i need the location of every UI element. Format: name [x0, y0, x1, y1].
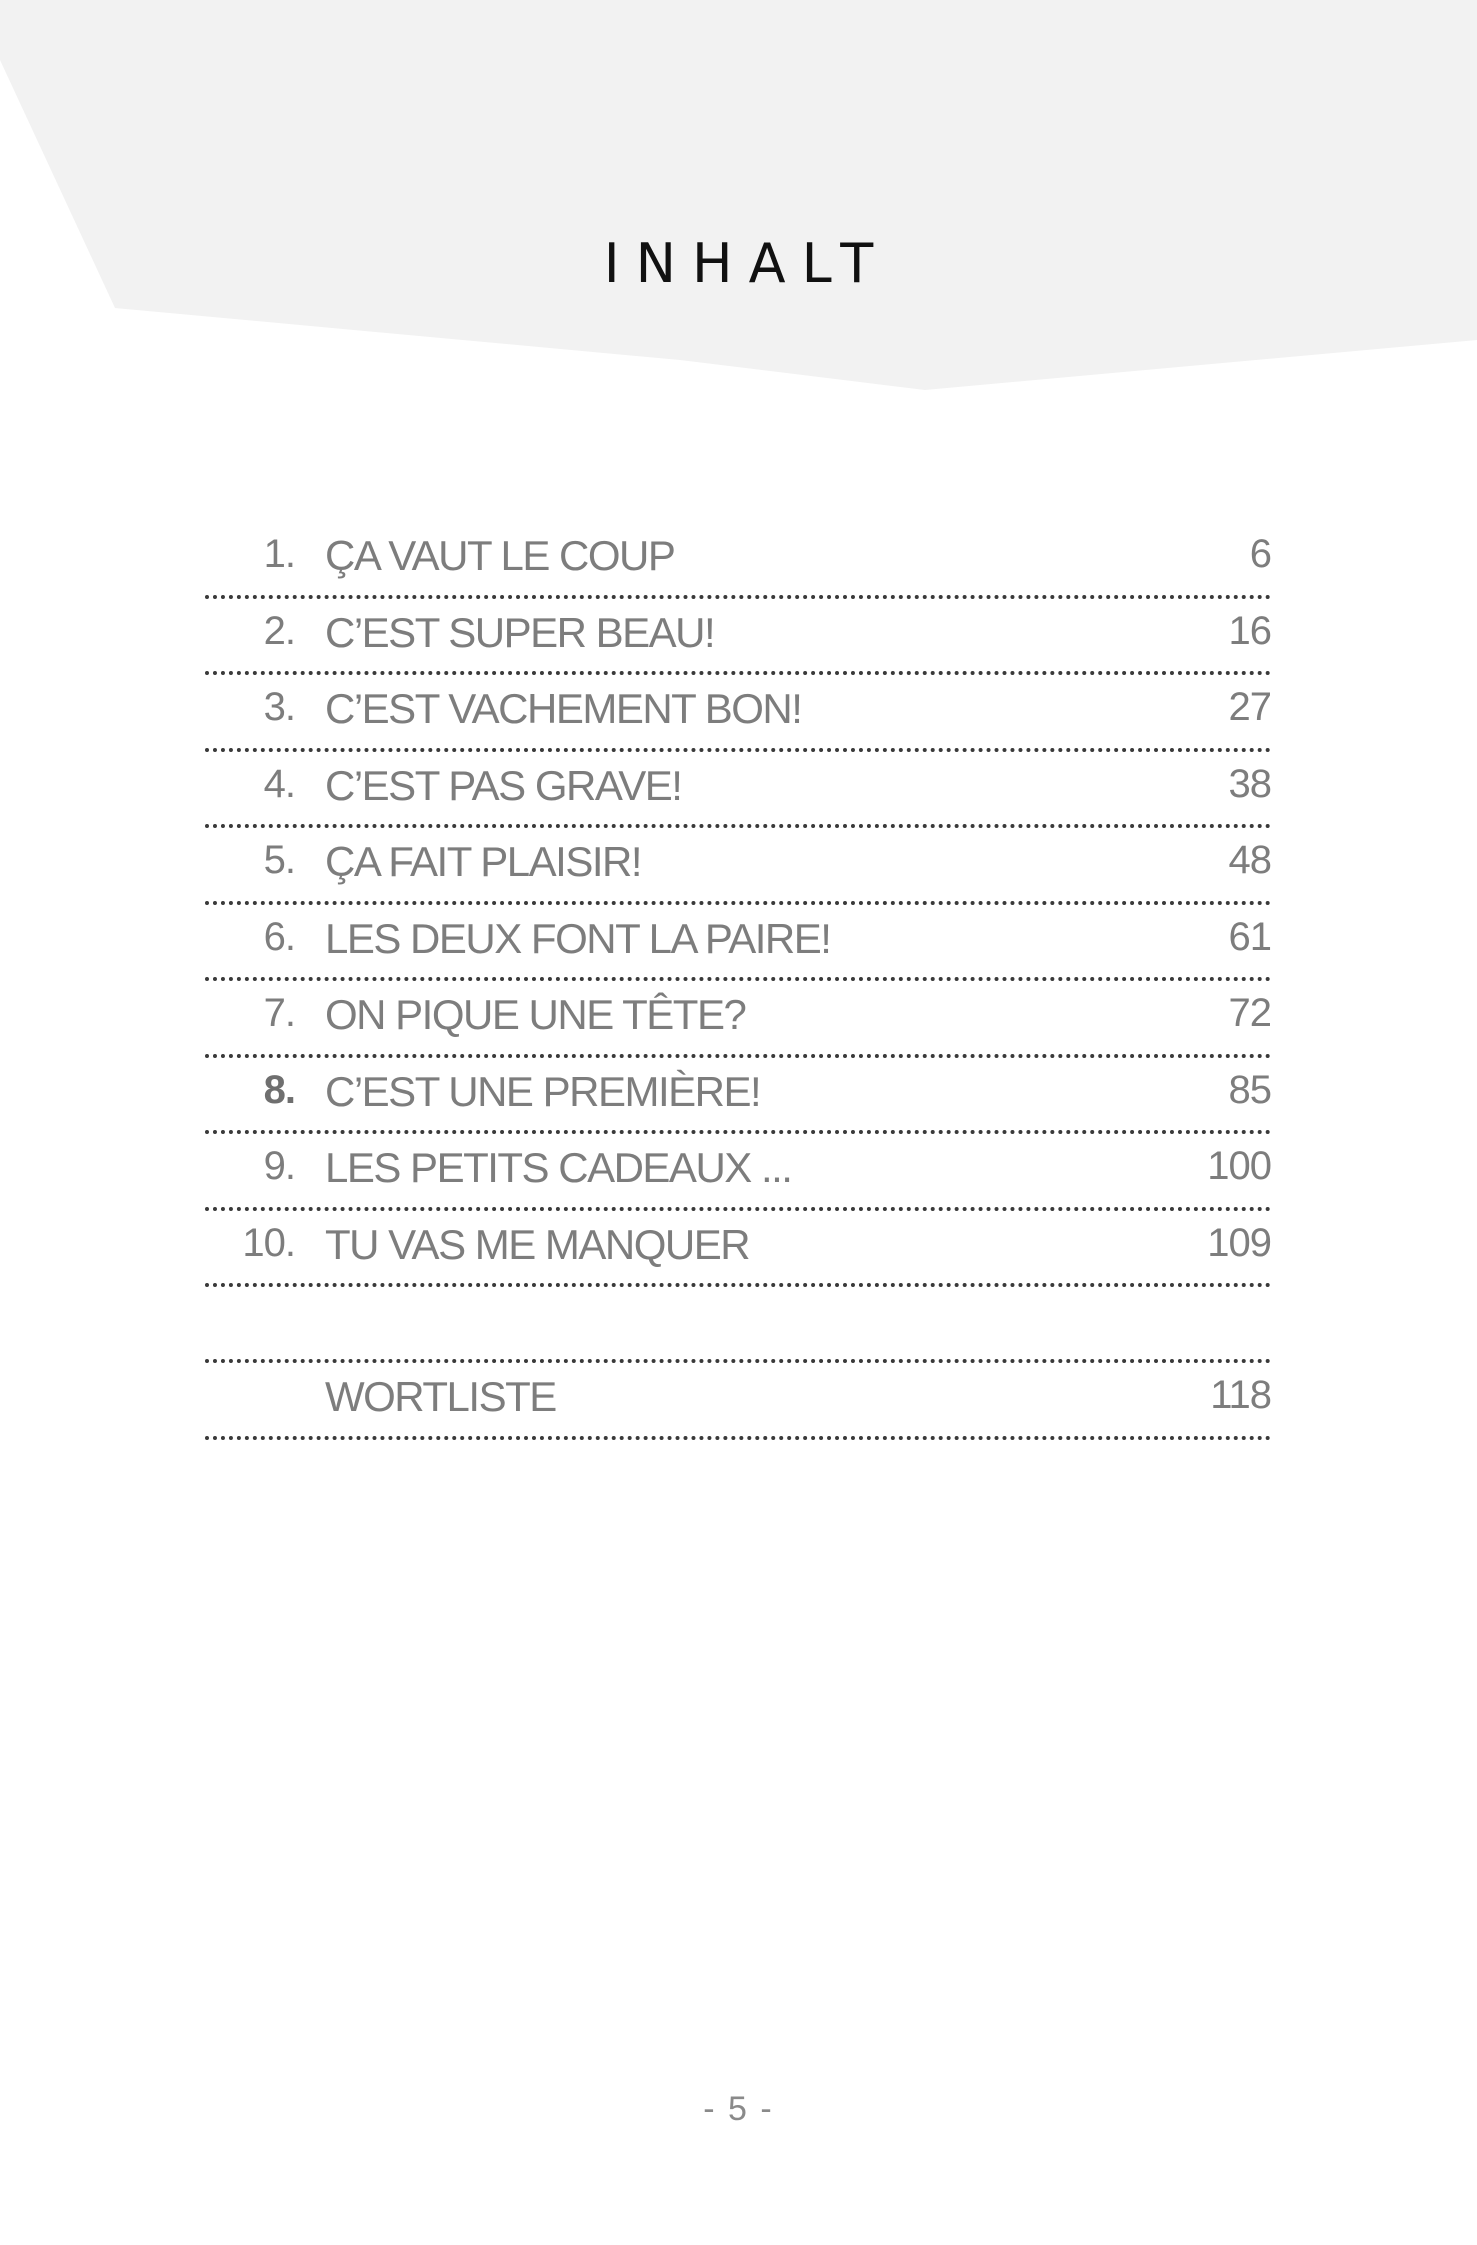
- header-background-shape: [0, 0, 1477, 400]
- toc-entry-10[interactable]: [205, 1211, 1271, 1288]
- chapter-page: 109: [1207, 1220, 1271, 1265]
- chapter-title: LES DEUX FONT LA PAIRE!: [325, 914, 831, 962]
- toc-entry-4[interactable]: [205, 752, 1271, 829]
- chapter-title: TU VAS ME MANQUER: [325, 1220, 750, 1268]
- toc-entry-9[interactable]: [205, 1134, 1271, 1211]
- chapter-number: 10.: [242, 1220, 295, 1265]
- chapter-title: C’EST PAS GRAVE!: [325, 761, 682, 809]
- toc-entry-3[interactable]: [205, 675, 1271, 752]
- chapter-title: C’EST SUPER BEAU!: [325, 608, 715, 656]
- chapter-number: 3.: [263, 685, 295, 729]
- toc-divider: [205, 1287, 1271, 1363]
- toc-entry-6[interactable]: [205, 905, 1271, 982]
- chapter-page: 72: [1228, 991, 1271, 1035]
- appendix-title: WORTLISTE: [325, 1373, 556, 1420]
- chapter-number: 4.: [263, 761, 295, 806]
- chapter-page: 61: [1228, 914, 1271, 959]
- page-title: INHALT: [603, 232, 890, 295]
- table-of-contents: [205, 522, 1271, 1440]
- chapter-title: ON PIQUE UNE TÊTE?: [325, 991, 746, 1038]
- chapter-page: 27: [1228, 685, 1271, 729]
- chapter-number: 1.: [263, 532, 295, 576]
- chapter-page: 48: [1228, 838, 1271, 882]
- chapter-number: 2.: [263, 608, 295, 653]
- chapter-title: C’EST VACHEMENT BON!: [325, 685, 802, 732]
- toc-entry-wortliste[interactable]: [205, 1363, 1271, 1440]
- appendix-page: 118: [1210, 1373, 1271, 1417]
- chapter-number: 9.: [263, 1144, 295, 1188]
- chapter-number: 7.: [263, 991, 295, 1035]
- chapter-page: 16: [1228, 608, 1271, 653]
- chapter-title: LES PETITS CADEAUX ...: [325, 1144, 792, 1191]
- chapter-page: 100: [1207, 1144, 1271, 1188]
- toc-entry-1[interactable]: [205, 522, 1271, 599]
- chapter-number: 8.: [263, 1067, 295, 1112]
- toc-entry-2[interactable]: [205, 599, 1271, 676]
- chapter-title: C’EST UNE PREMIÈRE!: [325, 1067, 761, 1115]
- chapter-number: 6.: [263, 914, 295, 959]
- toc-entry-7[interactable]: [205, 981, 1271, 1058]
- toc-entry-5[interactable]: [205, 828, 1271, 905]
- toc-entry-8[interactable]: [205, 1058, 1271, 1135]
- chapter-page: 38: [1228, 761, 1271, 806]
- chapter-title: ÇA FAIT PLAISIR!: [325, 838, 642, 885]
- chapter-page: 85: [1228, 1067, 1271, 1112]
- chapter-page: 6: [1249, 532, 1271, 576]
- page-number: - 5 -: [703, 2090, 774, 2128]
- chapter-title: ÇA VAUT LE COUP: [325, 532, 675, 579]
- chapter-number: 5.: [263, 838, 295, 882]
